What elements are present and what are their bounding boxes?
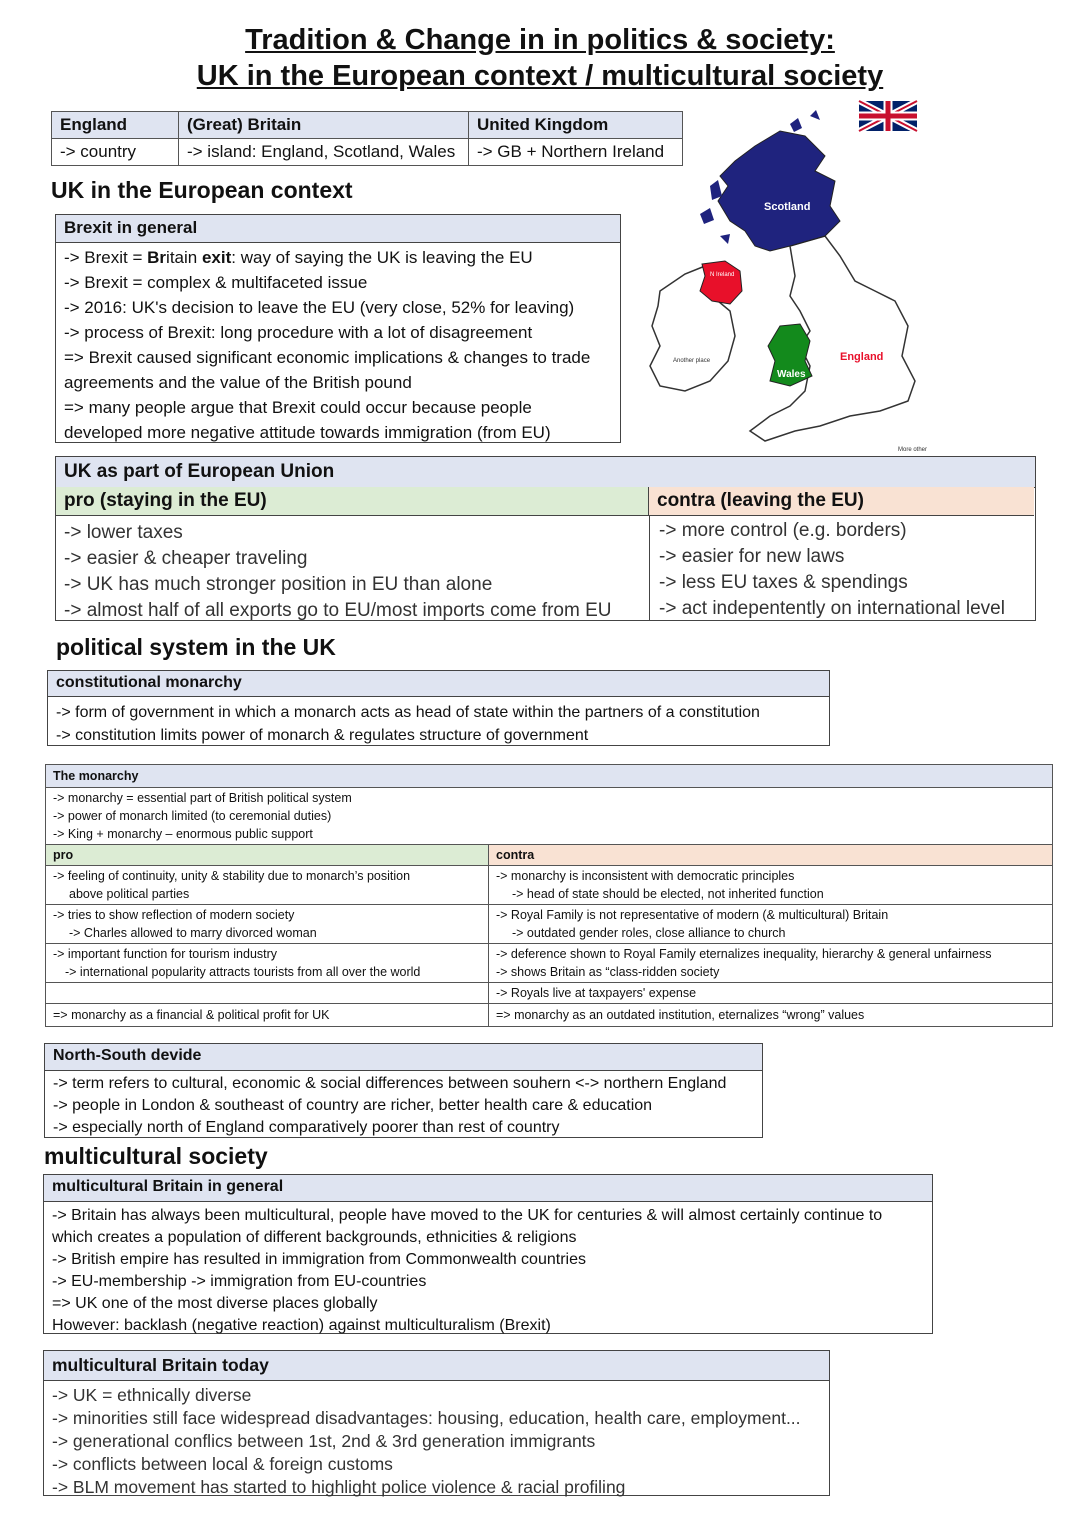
multi-general-line: -> British empire has resulted in immigration from Commonwealth countries <box>52 1251 586 1268</box>
section-european: UK in the European context <box>51 177 353 203</box>
uk-map <box>640 96 950 456</box>
eu-con-item: -> less EU taxes & spendings <box>659 572 908 593</box>
constitutional-head: constitutional monarchy <box>48 671 829 697</box>
term-header-britain: (Great) Britain <box>179 112 469 139</box>
eu-box <box>55 456 1036 621</box>
multi-today-line: -> minorities still face widespread disadvantages: housing, education, health care, employment... <box>52 1408 801 1428</box>
multi-general-line: -> EU-membership -> immigration from EU-countries <box>52 1273 427 1290</box>
brexit-line: agreements and the value of the British pound <box>64 373 412 392</box>
monarchy-pro-head: pro <box>46 845 489 866</box>
brexit-box <box>55 214 621 443</box>
eu-pro-list <box>64 520 612 624</box>
monarchy-pro-cell: -> tries to show reflection of modern society -> Charles allowed to marry divorced woman <box>46 905 489 944</box>
monarchy-intro: -> monarchy = essential part of British political system <box>53 791 352 805</box>
eu-con-item: -> more control (e.g. borders) <box>659 520 907 541</box>
section-multicultural: multicultural society <box>44 1143 268 1169</box>
monarchy-table <box>45 764 1053 1027</box>
monarchy-con-cell: -> Royals live at taxpayers' expense <box>489 983 1053 1004</box>
monarchy-con-head: contra <box>489 845 1053 866</box>
map-label-wales: Wales <box>777 369 806 380</box>
union-flag-icon <box>859 101 917 131</box>
term-value-england: -> country <box>52 139 179 166</box>
brexit-line: => many people argue that Brexit could occur because people <box>64 398 532 417</box>
eu-con-item: -> act indepentently on international level <box>659 598 1005 619</box>
brexit-line: -> Brexit = complex & multifaceted issue <box>64 273 368 292</box>
constitutional-line: -> constitution limits power of monarch & regulates structure of government <box>56 727 589 744</box>
monarchy-pro-cell: -> important function for tourism industry -> international popularity attracts tourists from all over the world <box>46 944 489 983</box>
brexit-line: -> process of Brexit: long procedure with a lot of disagreement <box>64 323 533 342</box>
northsouth-line: -> term refers to cultural, economic & social differences between souhern <-> northern England <box>53 1075 727 1092</box>
section-political: political system in the UK <box>56 634 336 660</box>
multi-general-line: => UK one of the most diverse places globally <box>52 1295 378 1312</box>
monarchy-head: The monarchy <box>46 765 1053 788</box>
multi-general-line: which creates a population of different backgrounds, ethnicities & religions <box>52 1229 577 1246</box>
constitutional-box <box>47 670 830 746</box>
monarchy-pro-cell: -> feeling of continuity, unity & stability due to monarch’s position above political parties <box>46 866 489 905</box>
term-value-uk: -> GB + Northern Ireland <box>469 139 683 166</box>
map-label-scotland: Scotland <box>764 201 811 213</box>
multi-general-box <box>43 1174 933 1334</box>
brexit-line: => Brexit caused significant economic implications & changes to trade <box>64 348 591 367</box>
multi-today-head: multicultural Britain today <box>44 1351 829 1381</box>
monarchy-con-summary: => monarchy as an outdated institution, eternalizes “wrong” values <box>489 1004 1053 1027</box>
multi-today-box <box>43 1350 830 1496</box>
page-title: Tradition & Change in in politics & society: <box>245 24 835 56</box>
brexit-line: -> 2016: UK's decision to leave the EU (very close, 52% for leaving) <box>64 298 575 317</box>
northsouth-line: -> especially north of England comparatively poorer than rest of country <box>53 1119 560 1136</box>
monarchy-intro: -> power of monarch limited (to ceremonial duties) <box>53 809 332 823</box>
terms-table <box>51 111 683 166</box>
eu-pro-item: -> almost half of all exports go to EU/most imports come from EU <box>64 600 612 621</box>
eu-pro-item: -> UK has much stronger position in EU than alone <box>64 574 493 595</box>
multi-today-line: -> generational conflics between 1st, 2nd & 3rd generation immigrants <box>52 1431 596 1451</box>
multi-today-line: -> UK = ethnically diverse <box>52 1385 252 1405</box>
multi-general-head: multicultural Britain in general <box>44 1175 932 1202</box>
map-label-ni: N Ireland <box>710 272 735 278</box>
multi-today-line: -> conflicts between local & foreign customs <box>52 1454 393 1474</box>
monarchy-con-cell: -> Royal Family is not representative of modern (& multicultural) Britain -> outdated gender roles, close alliance to church <box>489 905 1053 944</box>
map-label-more: More other <box>898 447 928 453</box>
brexit-line: developed more negative attitude towards immigration (from EU) <box>64 423 551 442</box>
term-value-britain: -> island: England, Scotland, Wales <box>179 139 469 166</box>
page-subtitle: UK in the European context / multicultural society <box>196 60 884 92</box>
eu-con-item: -> easier for new laws <box>659 546 845 567</box>
term-header-england: England <box>52 112 179 139</box>
constitutional-line: -> form of government in which a monarch acts as head of state within the partners of a constitution <box>56 704 760 721</box>
brexit-line: -> Brexit = Britain exit: way of saying the UK is leaving the EU <box>64 248 533 267</box>
multi-general-line: -> Britain has always been multicultural, people have moved to the UK for centuries & will almost certainly continue to <box>52 1207 883 1224</box>
eu-pro-item: -> easier & cheaper traveling <box>64 548 308 569</box>
eu-con-head: contra (leaving the EU) <box>649 487 1034 516</box>
brexit-head: Brexit in general <box>56 215 620 243</box>
monarchy-intro: -> King + monarchy – enormous public support <box>53 827 313 841</box>
eu-con-list <box>659 518 1005 622</box>
eu-head: UK as part of European Union <box>56 457 1035 488</box>
monarchy-pro-cell <box>46 983 489 1004</box>
map-label-another: Another place <box>673 358 711 364</box>
eu-pro-head-text: pro (staying in the EU) <box>64 490 267 511</box>
monarchy-con-cell: -> monarchy is inconsistent with democratic principles -> head of state should be elected, not inherited function <box>489 866 1053 905</box>
eu-pro-item: -> lower taxes <box>64 522 183 543</box>
term-header-uk: United Kingdom <box>469 112 683 139</box>
scotland-region <box>718 131 840 251</box>
multi-today-line: -> BLM movement has started to highlight police violence & racial profiling <box>52 1477 626 1497</box>
northsouth-box <box>44 1043 763 1138</box>
northsouth-head: North-South devide <box>45 1044 762 1071</box>
monarchy-con-cell: -> deference shown to Royal Family eternalizes inequality, hierarchy & general unfairness -> shows Britain as “class-ridden society <box>489 944 1053 983</box>
northsouth-line: -> people in London & southeast of country are richer, better health care & education <box>53 1097 653 1114</box>
multi-general-line: However: backlash (negative reaction) against multiculturalism (Brexit) <box>52 1317 551 1334</box>
map-label-england: England <box>840 351 884 363</box>
monarchy-pro-summary: => monarchy as a financial & political profit for UK <box>46 1004 489 1027</box>
